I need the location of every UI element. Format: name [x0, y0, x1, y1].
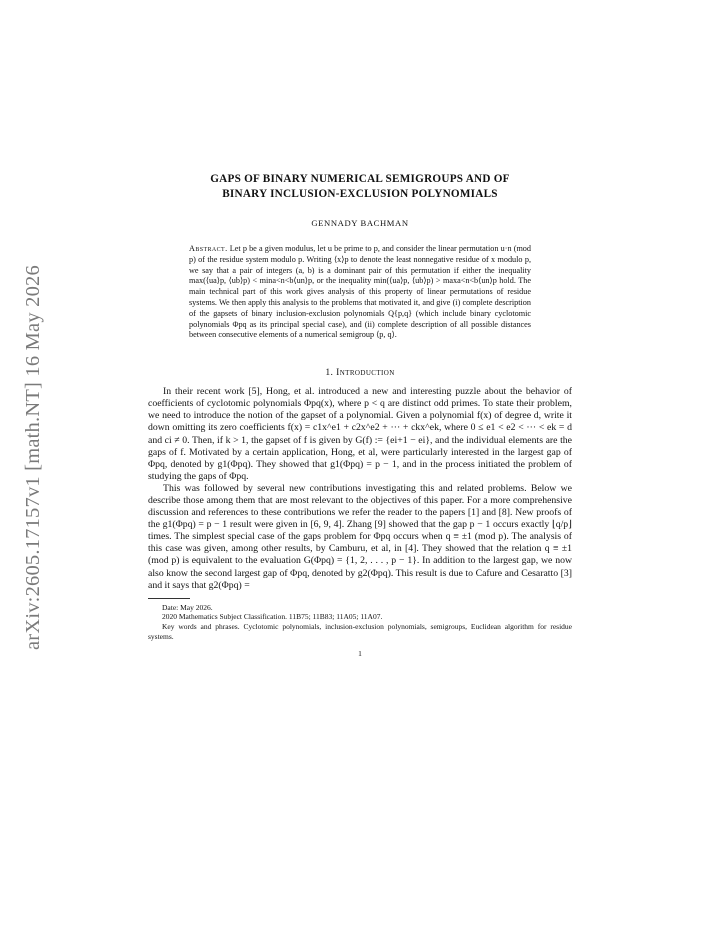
page-number: 1 [358, 649, 362, 659]
footnote-keywords: Key words and phrases. Cyclotomic polynomials, inclusion-exclusion polynomials, semigroups, Euclidean algorithm for residue systems. [148, 621, 572, 641]
abstract-label: Abstract. [189, 244, 228, 253]
abstract [189, 244, 531, 341]
title-line-2: BINARY INCLUSION-EXCLUSION POLYNOMIALS [222, 188, 498, 200]
arxiv-stamp: arXiv:2605.17157v1 [math.NT] 16 May 2026 [22, 265, 44, 650]
paragraph-1: In their recent work [5], Hong, et al. introduced a new and interesting puzzle about the behavior of coefficients of cyclotomic polynomials Φpq(x), where p < q are distinct odd primes. To state their problem, we need to introduce the notion of the gapset of a polynomial. Given a polynomial f(x) of degree d, write it down omitting its zero coefficients f(x) = c1x^e1 + c2x^e2 + ··· + ckx^ek, where 0 ≤ e1 < e2 < ··· < ek = d and ci ≠ 0. Then, if k > 1, the gapset of f is given by G(f) := {ei+1 − ei}, and the individual elements are the gaps of f. Motivated by a certain application, Hong, et al, were particularly interested in the largest gap of Φpq, denoted by g1(Φpq). They showed that g1(Φpq) = p − 1, and in the process initiated the problem of studying the gaps of Φpq. [148, 386, 572, 482]
abstract-text: Let p be a given modulus, let u be prime to p, and consider the linear permutation u·n (mod p) of the residue system modulo p. Writing ⟨x⟩p to denote the least nonnegative residue of x modulo p, we say that a pair of integers (a, b) is a dominant pair of this permutation if either the inequality max(⟨ua⟩p, ⟨ub⟩p) < mina<n<b⟨un⟩p, or the inequality min(⟨ua⟩p, ⟨ub⟩p) > maxa<n<b⟨un⟩p hold. The main technical part of this work gives analysis of this property of linear permutations of residue systems. We then apply this analysis to the problems that motivated it, and give (i) complete description of the gapsets of binary inclusion-exclusion polynomials Q{p,q} (which include binary cyclotomic polynomials Φpq as its principal special case), and (ii) complete description of all possible distances between consecutive elements of a numerical semigroup ⟨p, q⟩. [189, 244, 531, 340]
footnote-rule [148, 598, 190, 599]
paper-title [148, 172, 572, 202]
footnotes [148, 603, 572, 641]
title-line-1: GAPS OF BINARY NUMERICAL SEMIGROUPS AND OF [210, 173, 510, 185]
footnote-date: Date: May 2026. [162, 602, 213, 612]
author-name: GENNADY BACHMAN [311, 218, 409, 228]
paragraph-2: This was followed by several new contributions investigating this and related problems. Below we describe those among them that are most relevant to the objectives of this paper. For a more comprehensive discussion and references to these contributions we refer the reader to the papers [1] and [8]. New proofs of the g1(Φpq) = p − 1 result were given in [6, 9, 4]. Zhang [9] showed that the gap p − 1 occurs exactly ⌊q/p⌋ times. The simplest special case of the gaps problem for Φpq occurs when q ≡ ±1 (mod p). The analysis of this case was given, among other results, by Camburu, et al, in [4]. They showed that the relation q ≡ ±1 (mod p) is equivalent to the evaluation G(Φpq) = {1, 2, . . . , p − 1}. In addition to the largest gap, we now also know the second largest gap of Φpq, denoted by g2(Φpq). This result is due to Cafure and Cesaratto [3] and it says that g2(Φpq) = [148, 482, 572, 591]
paper-page [148, 172, 572, 658]
section-heading: 1. Introduction [325, 367, 395, 379]
footnote-msc: 2020 Mathematics Subject Classification. 11B75; 11B83; 11A05; 11A07. [162, 612, 383, 622]
